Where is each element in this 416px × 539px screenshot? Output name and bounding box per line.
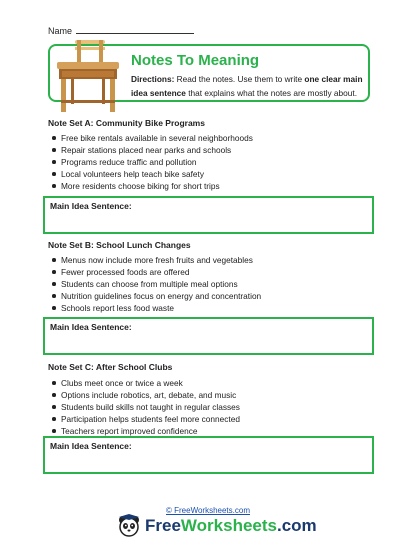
directions-text-2: that explains what the notes are mostly about. (185, 88, 357, 98)
list-item: Clubs meet once or twice a week (50, 377, 240, 389)
logo-text-worksheets: Worksheets (180, 516, 277, 535)
name-line[interactable] (76, 25, 194, 34)
main-idea-box-b[interactable] (43, 317, 374, 355)
name-field[interactable] (48, 25, 194, 36)
directions-text-1: Read the notes. Use them to write (174, 74, 305, 84)
note-set-a-list (50, 132, 253, 192)
note-set-c-list (50, 377, 240, 437)
note-set-a-title: Note Set A: Community Bike Programs (48, 118, 205, 128)
logo-text-com: .com (276, 516, 317, 535)
list-item: Schools report less food waste (50, 302, 261, 314)
list-item: Fewer processed foods are offered (50, 266, 261, 278)
worksheet-title: Notes To Meaning (131, 52, 260, 69)
main-idea-box-c[interactable] (43, 436, 374, 474)
list-item: Participation helps students feel more connected (50, 413, 240, 425)
freeworksheets-logo[interactable] (117, 514, 317, 538)
directions-label: Directions: (131, 74, 175, 84)
main-idea-label: Main Idea Sentence: (50, 201, 132, 211)
list-item: Options include robotics, art, debate, and music (50, 389, 240, 401)
directions (131, 72, 367, 100)
school-desk-icon (53, 38, 123, 112)
main-idea-box-a[interactable] (43, 196, 374, 234)
logo-text-free: Free (145, 516, 181, 535)
list-item: Students can choose from multiple meal options (50, 278, 261, 290)
list-item: Students build skills not taught in regular classes (50, 401, 240, 413)
footer-link[interactable]: © FreeWorksheets.com (166, 506, 250, 515)
note-set-b-list (50, 254, 261, 314)
list-item: Repair stations placed near parks and schools (50, 144, 253, 156)
main-idea-label: Main Idea Sentence: (50, 322, 132, 332)
list-item: Free bike rentals available in several neighborhoods (50, 132, 253, 144)
list-item: Nutrition guidelines focus on energy and concentration (50, 290, 261, 302)
directions-emphasis: one clear main idea sentence (131, 74, 363, 98)
list-item: Local volunteers help teach bike safety (50, 168, 253, 180)
list-item: Menus now include more fresh fruits and vegetables (50, 254, 261, 266)
list-item: Teachers report improved confidence (50, 425, 240, 437)
list-item: More residents choose biking for short trips (50, 180, 253, 192)
note-set-c-title: Note Set C: After School Clubs (48, 362, 173, 372)
panda-icon (117, 514, 141, 538)
name-label: Name (48, 26, 73, 36)
note-set-b-title: Note Set B: School Lunch Changes (48, 240, 191, 250)
list-item: Programs reduce traffic and pollution (50, 156, 253, 168)
main-idea-label: Main Idea Sentence: (50, 441, 132, 451)
